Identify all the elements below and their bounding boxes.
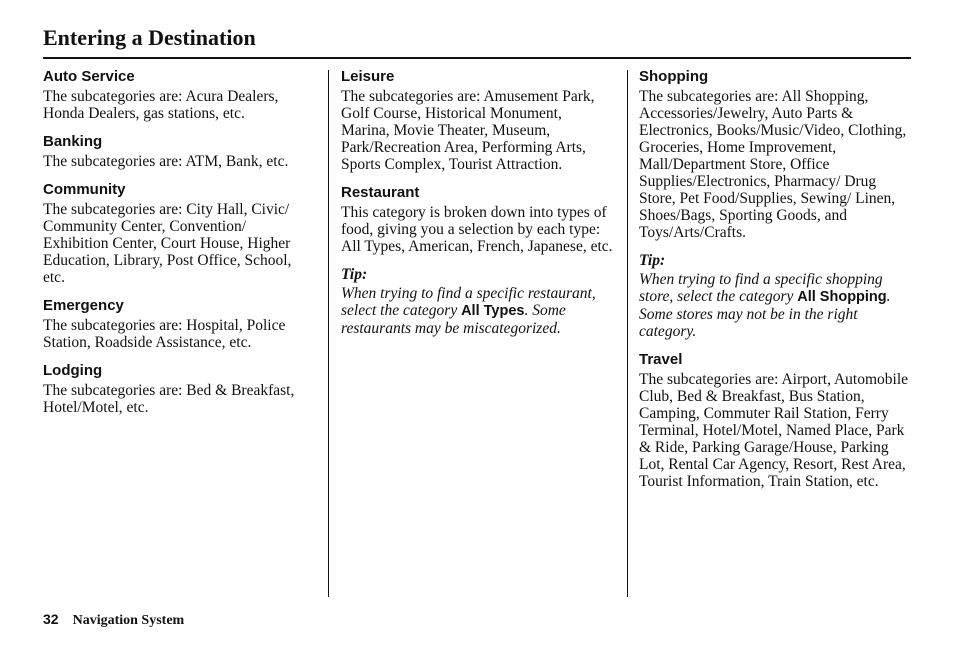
footer-label: Navigation System bbox=[72, 613, 185, 628]
column-divider-1 bbox=[328, 70, 329, 597]
column-3 bbox=[639, 68, 911, 501]
section-auto-service bbox=[43, 68, 315, 122]
tip-label: Tip: bbox=[639, 252, 666, 269]
column-1 bbox=[43, 68, 315, 427]
tip-category-name: All Types bbox=[461, 303, 525, 319]
page-title: Entering a Destination bbox=[43, 25, 256, 50]
section-community bbox=[43, 181, 315, 286]
section-body: The subcategories are: Amusement Park, Golf Course, Historical Monument, Marina, Movie Theater, Museum, Park/Recreation Area, Performing Arts, Sports Complex, Tourist Attraction. bbox=[341, 88, 595, 173]
tip-category-name: All Shopping bbox=[797, 289, 887, 305]
section-leisure bbox=[341, 68, 613, 173]
section-body: The subcategories are: Acura Dealers, Honda Dealers, gas stations, etc. bbox=[43, 88, 279, 122]
section-heading: Lodging bbox=[43, 362, 103, 379]
section-travel bbox=[639, 351, 911, 490]
page-number: 32 bbox=[43, 611, 59, 627]
tip-text-after: . Some stores may not be in the right category. bbox=[639, 288, 891, 340]
section-body: The subcategories are: All Shopping, Accessories/Jewelry, Auto Parts & Electronics, Books/Music/Video, Clothing, Groceries, Home Improvement, Mall/Department Store, Office Supplies/Electronics, Pharmacy/ Drug Store, Pet Food/Supplies, Sewing/ Linen, Shoes/Bags, Sporting Goods, and Toys/Arts/Crafts. bbox=[639, 88, 907, 241]
tip-text bbox=[341, 285, 613, 337]
section-body: This category is broken down into types of food, giving you a selection by each type: All Types, American, French, Japanese, etc. bbox=[341, 204, 613, 255]
tip-shopping bbox=[639, 252, 911, 340]
column-2 bbox=[341, 68, 613, 348]
section-heading: Auto Service bbox=[43, 68, 135, 85]
section-lodging bbox=[43, 362, 315, 416]
column-divider-2 bbox=[627, 70, 628, 597]
section-body: The subcategories are: Hospital, Police Station, Roadside Assistance, etc. bbox=[43, 317, 286, 351]
section-heading: Community bbox=[43, 181, 126, 198]
section-body: The subcategories are: Bed & Breakfast, Hotel/Motel, etc. bbox=[43, 382, 295, 416]
section-banking bbox=[43, 133, 315, 170]
title-divider bbox=[43, 57, 911, 59]
section-heading: Travel bbox=[639, 351, 683, 368]
section-heading: Shopping bbox=[639, 68, 709, 85]
tip-text-before: When trying to find a specific shopping store, select the category bbox=[639, 271, 883, 305]
section-emergency bbox=[43, 297, 315, 351]
section-heading: Restaurant bbox=[341, 184, 420, 201]
tip-restaurant bbox=[341, 266, 613, 337]
tip-label: Tip: bbox=[341, 266, 368, 283]
section-restaurant bbox=[341, 184, 613, 255]
section-body: The subcategories are: Airport, Automobile Club, Bed & Breakfast, Bus Station, Camping, Commuter Rail Station, Ferry Terminal, Hotel/Motel, Named Place, Park & Ride, Parking Garage/House, Parking Lot, Rental Car Agency, Resort, Rest Area, Tourist Information, Train Station, etc. bbox=[639, 371, 909, 490]
section-heading: Banking bbox=[43, 133, 103, 150]
section-heading: Emergency bbox=[43, 297, 124, 314]
section-body: The subcategories are: City Hall, Civic/ Community Center, Convention/ Exhibition Center, Court House, Higher Education, Library, Post Office, School, etc. bbox=[43, 201, 292, 286]
page-footer bbox=[43, 610, 184, 630]
section-body: The subcategories are: ATM, Bank, etc. bbox=[43, 153, 289, 170]
tip-text-after: . Some restaurants may be miscategorized. bbox=[341, 302, 566, 337]
tip-text bbox=[639, 271, 911, 340]
section-heading: Leisure bbox=[341, 68, 395, 85]
tip-text-before: When trying to find a specific restaurant, select the category bbox=[341, 285, 596, 319]
section-shopping bbox=[639, 68, 911, 241]
